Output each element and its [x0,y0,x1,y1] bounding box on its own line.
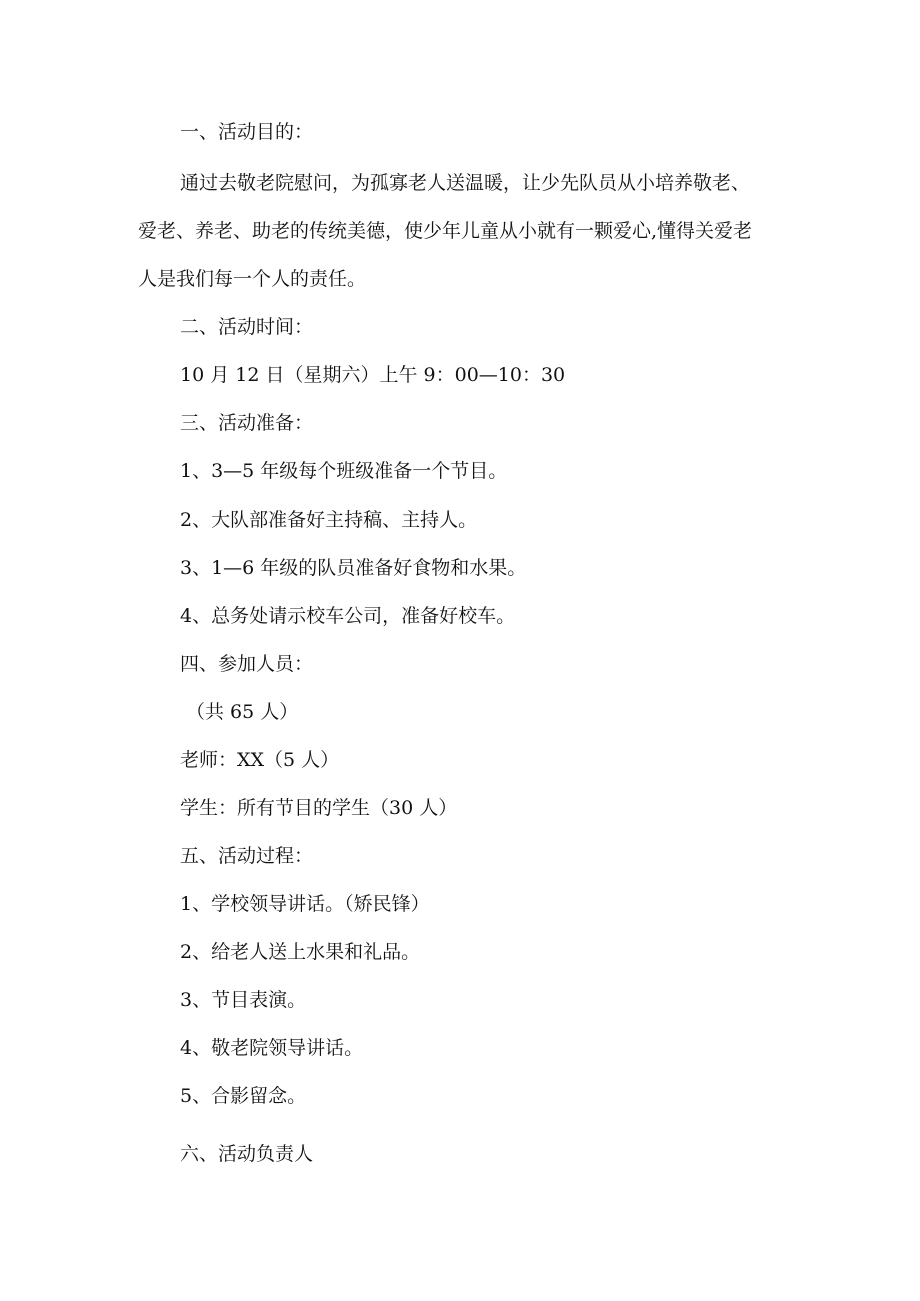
paragraph-line: 人是我们每一个人的责任。 [138,268,367,290]
list-item: 3、1—6 年级的队员准备好食物和水果。 [180,557,527,579]
participant-teachers: 老师：XX（5 人） [180,749,340,771]
heading-time: 二、活动时间： [180,316,314,338]
time-detail: 10 月 12 日（星期六）上午 9：00—10：30 [180,364,566,386]
list-item: 5、合影留念。 [180,1085,307,1107]
list-item: 4、敬老院领导讲话。 [180,1037,364,1059]
list-item: 1、3—5 年级每个班级准备一个节目。 [180,460,508,482]
list-item: 1、学校领导讲话。（矫民锋） [180,893,430,915]
heading-preparation: 三、活动准备： [180,412,314,434]
list-item: 2、给老人送上水果和礼品。 [180,941,421,963]
paragraph-line: 通过去敬老院慰问，为孤寡老人送温暖，让少先队员从小培养敬老、 [180,172,751,194]
heading-purpose: 一、活动目的： [180,121,314,143]
paragraph-line: 爱老、养老、助老的传统美德，使少年儿童从小就有一颗爱心,懂得关爱老 [138,220,753,242]
participant-total: （共 65 人） [186,701,299,723]
heading-process: 五、活动过程： [180,845,314,867]
list-item: 3、节目表演。 [180,989,307,1011]
heading-participants: 四、参加人员： [180,653,314,675]
list-item: 4、总务处请示校车公司，准备好校车。 [180,605,516,627]
heading-responsible: 六、活动负责人 [180,1143,314,1165]
list-item: 2、大队部准备好主持稿、主持人。 [180,509,478,531]
participant-students: 学生：所有节目的学生（30 人） [180,797,458,819]
